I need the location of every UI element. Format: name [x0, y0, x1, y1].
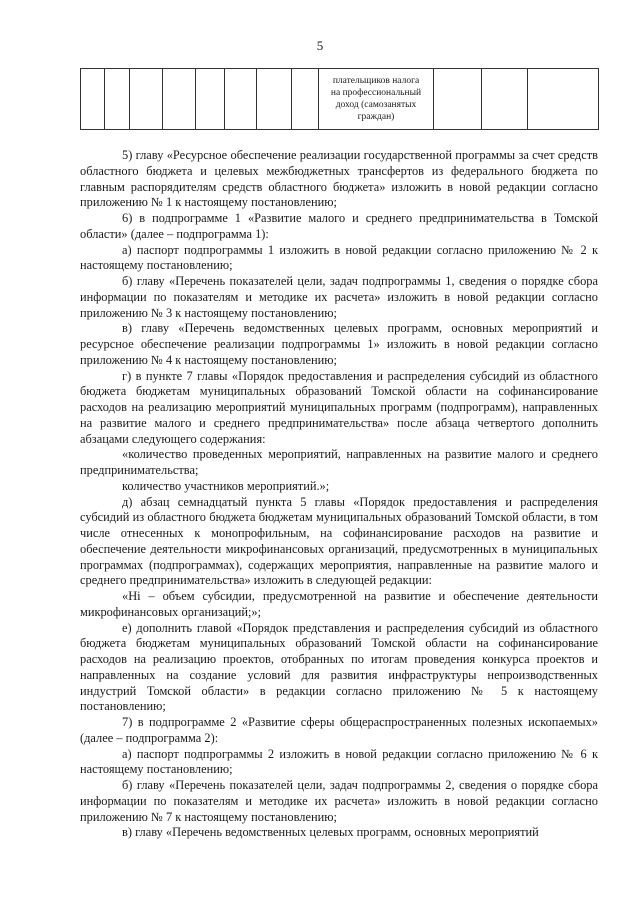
paragraph: д) абзац семнадцатый пункта 5 главы «Порядок предоставления и распределения субсидий из областного бюджета бюджетам муниципальных образований Томской области, в том числе отнесенных к монопрофильным, на софинансирование расходов на развитие и обеспечение деятельности микрофинансовых организаций, предусмотренных в муниципальных программах (подпрограммах), содержащих мероприятия, направленные на развитие малого и среднего предпринимательства» изложить в следующей редакции:	[80, 494, 598, 588]
table-cell	[528, 69, 599, 130]
table-cell	[130, 69, 163, 130]
paragraph: а) паспорт подпрограммы 1 изложить в новой редакции согласно приложению № 2 к настоящему постановлению;	[80, 242, 598, 273]
document-body	[80, 148, 598, 841]
page-number: 5	[316, 38, 324, 53]
paragraph: а) паспорт подпрограммы 2 изложить в новой редакции согласно приложению № 6 к настоящему постановлению;	[80, 746, 598, 777]
table-cell	[225, 69, 257, 130]
table-cell	[257, 69, 292, 130]
cell-text-line: граждан)	[357, 112, 395, 123]
paragraph: е) дополнить главой «Порядок представления и распределения субсидий из областного бюджета бюджетам муниципальных образований Томской области на софинансирование расходов на реализацию проектов, отобранных по итогам проведения конкурса проектов и направленных на создание условий для развития инфраструктуры непроизводственных индустрий Томской области» в редакции согласно приложению № 5 к настоящему постановлению;	[80, 620, 598, 714]
paragraph: количество участников мероприятий.»;	[122, 478, 330, 493]
paragraph: в) главу «Перечень ведомственных целевых программ, основных мероприятий	[122, 825, 539, 840]
paragraph: «Hi – объем субсидии, предусмотренной на развитие и обеспечение деятельности микрофинансовых организаций;»;	[80, 589, 598, 619]
paragraph: 6) в подпрограмме 1 «Развитие малого и среднего предпринимательства в Томской области» (далее – подпрограмма 1):	[80, 211, 598, 241]
paragraph: в) главу «Перечень ведомственных целевых программ, основных мероприятий и ресурсное обеспечение реализации подпрограммы 1» изложить в новой редакции согласно приложению № 4 к настоящему постановлению;	[80, 321, 598, 367]
paragraph: б) главу «Перечень показателей цели, задач подпрограммы 1, сведения о порядке сбора информации по показателям и методике их расчета» изложить в новой редакции согласно приложению № 3 к настоящему постановлению;	[80, 274, 598, 320]
paragraph: г) в пункте 7 главы «Порядок предоставления и распределения субсидий из областного бюджета бюджетам муниципальных образований Томской области на софинансирование расходов на реализацию мероприятий муниципальных программ (подпрограмм), направленных на развитие малого и среднего предпринимательства» после абзаца четвертого дополнить абзацами следующего содержания:	[80, 368, 598, 446]
paragraph: «количество проведенных мероприятий, направленных на развитие малого и среднего предпринимательства;	[80, 447, 598, 477]
table-cell	[196, 69, 225, 130]
table-cell	[482, 69, 528, 130]
table-cell-taxpayers	[319, 69, 434, 130]
cell-text-line: доход (самозанятых	[335, 100, 417, 110]
cell-text-line: плательщиков налога	[332, 75, 420, 86]
table-cell	[434, 69, 482, 130]
table-cell	[292, 69, 319, 130]
table-cell	[105, 69, 130, 130]
continuation-table-fragment	[80, 68, 599, 130]
table-row	[81, 69, 599, 130]
paragraph: 7) в подпрограмме 2 «Развитие сферы общераспространенных полезных ископаемых» (далее – подпрограмма 2):	[80, 715, 598, 745]
table-cell	[163, 69, 196, 130]
paragraph: б) главу «Перечень показателей цели, задач подпрограммы 2, сведения о порядке сбора информации по показателям и методике их расчета» изложить в новой редакции согласно приложению № 7 к настоящему постановлению;	[80, 778, 598, 824]
cell-text-line: на профессиональный	[330, 87, 422, 98]
paragraph: 5) главу «Ресурсное обеспечение реализации государственной программы за счет средств областного бюджета и целевых межбюджетных трансфертов из федерального бюджета по главным распорядителям средств областного бюджета» изложить в новой редакции согласно приложению № 1 к настоящему постановлению;	[80, 148, 598, 210]
table-cell	[81, 69, 105, 130]
